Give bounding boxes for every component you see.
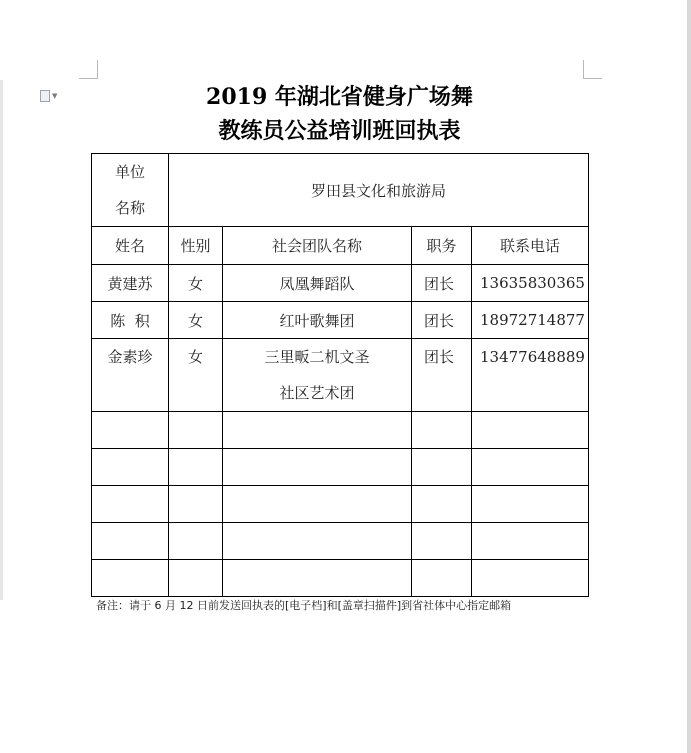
cell-gender-text: 女 bbox=[187, 348, 203, 366]
cell-name[interactable]: 陈 积 bbox=[92, 302, 169, 339]
unit-label-line-2: 名称 bbox=[114, 199, 145, 217]
cell-phone-text: 13477648889 bbox=[480, 348, 585, 366]
unit-row bbox=[92, 154, 589, 227]
empty-cell[interactable] bbox=[169, 449, 223, 486]
document-title bbox=[91, 80, 588, 148]
empty-row bbox=[92, 412, 589, 449]
table-row bbox=[92, 302, 589, 339]
header-name: 姓名 bbox=[92, 227, 169, 265]
margin-corner-top-right bbox=[583, 60, 602, 79]
table-row bbox=[92, 339, 589, 412]
empty-row bbox=[92, 523, 589, 560]
chevron-down-icon: ▼ bbox=[52, 91, 58, 100]
empty-cell[interactable] bbox=[412, 523, 472, 560]
footnote: 备注：请于 6 月 12 日前发送回执表的[电子档]和[盖章扫描件]到省社体中心指定邮箱 bbox=[96, 599, 512, 612]
empty-cell[interactable] bbox=[223, 412, 412, 449]
cell-team[interactable]: 红叶歌舞团 bbox=[223, 302, 412, 339]
empty-cell[interactable] bbox=[412, 412, 472, 449]
empty-cell[interactable] bbox=[169, 412, 223, 449]
empty-cell[interactable] bbox=[472, 412, 589, 449]
empty-row bbox=[92, 486, 589, 523]
header-gender: 性别 bbox=[169, 227, 223, 265]
registration-table bbox=[91, 153, 589, 597]
empty-cell[interactable] bbox=[92, 449, 169, 486]
cell-team[interactable]: 凤凰舞蹈队 bbox=[223, 265, 412, 302]
cell-gender[interactable]: 女 bbox=[169, 302, 223, 339]
cell-duty[interactable] bbox=[412, 339, 472, 412]
empty-cell[interactable] bbox=[169, 560, 223, 597]
cell-team-line-1: 三里畈二机文圣 bbox=[264, 348, 370, 366]
cell-phone[interactable]: 13635830365 bbox=[472, 265, 589, 302]
cell-duty-text: 团长 bbox=[424, 348, 455, 366]
cell-name[interactable] bbox=[92, 339, 169, 412]
document-icon bbox=[40, 90, 50, 102]
cell-gender[interactable]: 女 bbox=[169, 265, 223, 302]
scrollbar-track[interactable] bbox=[687, 0, 691, 753]
unit-label-line-1: 单位 bbox=[114, 163, 145, 181]
empty-cell[interactable] bbox=[223, 523, 412, 560]
title-line-2: 教练员公益培训班回执表 bbox=[218, 118, 461, 144]
empty-cell[interactable] bbox=[412, 560, 472, 597]
cell-phone[interactable] bbox=[472, 339, 589, 412]
header-row bbox=[92, 227, 589, 265]
cell-duty[interactable]: 团长 bbox=[412, 265, 472, 302]
empty-row bbox=[92, 449, 589, 486]
document-menu-button[interactable] bbox=[40, 90, 62, 102]
empty-cell[interactable] bbox=[92, 523, 169, 560]
empty-cell[interactable] bbox=[223, 449, 412, 486]
empty-cell[interactable] bbox=[92, 560, 169, 597]
title-line-1: 2019 年湖北省健身广场舞 bbox=[206, 84, 473, 110]
cell-phone[interactable]: 18972714877 bbox=[472, 302, 589, 339]
empty-row bbox=[92, 560, 589, 597]
empty-cell[interactable] bbox=[223, 486, 412, 523]
unit-label-cell bbox=[92, 154, 169, 227]
margin-corner-top-left bbox=[79, 60, 98, 79]
empty-cell[interactable] bbox=[412, 449, 472, 486]
cell-team[interactable] bbox=[223, 339, 412, 412]
empty-cell[interactable] bbox=[92, 486, 169, 523]
empty-cell[interactable] bbox=[472, 523, 589, 560]
page-left-edge bbox=[0, 80, 3, 600]
cell-name-text: 金素珍 bbox=[107, 348, 153, 366]
empty-cell[interactable] bbox=[412, 486, 472, 523]
empty-cell[interactable] bbox=[92, 412, 169, 449]
header-team: 社会团队名称 bbox=[223, 227, 412, 265]
table-row bbox=[92, 265, 589, 302]
unit-value-cell[interactable] bbox=[169, 154, 589, 227]
empty-cell[interactable] bbox=[223, 560, 412, 597]
empty-cell[interactable] bbox=[472, 449, 589, 486]
cell-name[interactable]: 黄建苏 bbox=[92, 265, 169, 302]
empty-cell[interactable] bbox=[169, 486, 223, 523]
cell-gender[interactable] bbox=[169, 339, 223, 412]
unit-value: 罗田县文化和旅游局 bbox=[311, 181, 447, 200]
empty-cell[interactable] bbox=[472, 486, 589, 523]
cell-team-line-2: 社区艺术团 bbox=[279, 384, 355, 402]
empty-cell[interactable] bbox=[169, 523, 223, 560]
header-duty: 职务 bbox=[412, 227, 472, 265]
header-phone: 联系电话 bbox=[472, 227, 589, 265]
empty-cell[interactable] bbox=[472, 560, 589, 597]
cell-duty[interactable]: 团长 bbox=[412, 302, 472, 339]
